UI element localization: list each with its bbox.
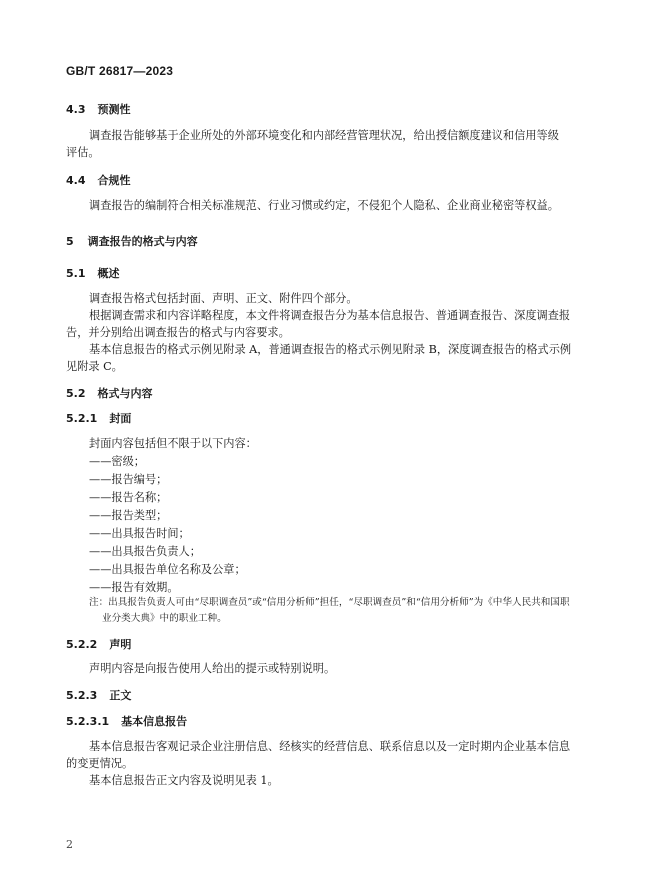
- heading-5-2: [66, 385, 153, 401]
- paragraph-5-2-2: [89, 660, 335, 677]
- heading-5-2-1: [66, 410, 131, 426]
- text-line: 评估。: [66, 146, 100, 159]
- heading-5-2-2: [66, 636, 131, 652]
- heading-4-3: [66, 101, 131, 117]
- paragraph-5-1-b: [66, 307, 571, 341]
- text-line: 告，并分别给出调查报告的格式与内容要求。: [66, 326, 290, 339]
- section-title: 概述: [97, 267, 120, 280]
- list-item: ——密级；: [89, 455, 145, 468]
- text-line: 基本信息报告的格式示例见附录 A，普通调查报告的格式示例见附录 B，深度调查报告的格式示例: [89, 343, 572, 356]
- heading-4-4: [66, 172, 131, 188]
- list-item: ——出具报告时间；: [89, 527, 190, 540]
- text-line: 基本信息报告客观记录企业注册信息、经核实的经营信息、联系信息以及一定时期内企业基本信息: [89, 740, 571, 753]
- paragraph-5-2-3-1-a: [66, 738, 571, 772]
- paragraph-5-2-1: [89, 435, 257, 452]
- section-number: 4.3: [66, 103, 86, 116]
- section-title: 格式与内容: [97, 387, 153, 400]
- text-line: 调查报告能够基于企业所处的外部环境变化和内部经营管理状况，给出授信额度建议和信用等级: [89, 129, 559, 142]
- list-item: ——出具报告单位名称及公章；: [89, 563, 246, 576]
- paragraph-4-3: [66, 127, 559, 161]
- section-title: 预测性: [97, 103, 131, 116]
- section-number: 5.2: [66, 387, 86, 400]
- heading-5-1: [66, 265, 120, 281]
- heading-5-2-3: [66, 687, 131, 703]
- section-number: 5.2.3: [66, 689, 98, 702]
- section-title: 封面: [109, 412, 132, 425]
- text-line: 见附录 C。: [66, 360, 123, 373]
- text-line: 调查报告的编制符合相关标准规范、行业习惯或约定，不侵犯个人隐私、企业商业秘密等权益。: [89, 199, 559, 212]
- list-item: ——报告有效期。: [89, 581, 179, 594]
- section-number: 5.2.3.1: [66, 715, 110, 728]
- section-number: 5.1: [66, 267, 86, 280]
- paragraph-5-2-3-1-b: [89, 772, 279, 789]
- paragraph-4-4: [89, 197, 559, 214]
- heading-5: [66, 233, 198, 249]
- text-line: 基本信息报告正文内容及说明见表 1。: [89, 774, 279, 787]
- list-item: ——出具报告负责人；: [89, 545, 201, 558]
- list-item: ——报告名称；: [89, 491, 168, 504]
- heading-5-2-3-1: [66, 713, 187, 729]
- note-line: 业分类大典》中的职业工种。: [102, 613, 227, 624]
- section-title: 声明: [109, 638, 132, 651]
- section-number: 5: [66, 235, 74, 248]
- standard-code-header: GB/T 26817—2023: [66, 64, 174, 78]
- note: [89, 595, 570, 627]
- page-number: 2: [66, 838, 73, 851]
- section-title: 调查报告的格式与内容: [87, 235, 198, 248]
- section-title: 合规性: [97, 174, 131, 187]
- text-line: 声明内容是向报告使用人给出的提示或特别说明。: [89, 662, 336, 675]
- section-title: 基本信息报告: [121, 715, 188, 728]
- list-item: ——报告编号；: [89, 473, 168, 486]
- text-line: 的变更情况。: [66, 757, 134, 770]
- text-line: 封面内容包括但不限于以下内容：: [89, 437, 257, 450]
- text-line: 根据调查需求和内容详略程度，本文件将调查报告分为基本信息报告、普通调查报告、深度调查报: [89, 309, 571, 322]
- section-number: 4.4: [66, 174, 86, 187]
- text-line: 调查报告格式包括封面、声明、正文、附件四个部分。: [89, 292, 358, 305]
- section-number: 5.2.1: [66, 412, 98, 425]
- section-title: 正文: [109, 689, 132, 702]
- paragraph-5-1-c: [66, 341, 572, 375]
- section-number: 5.2.2: [66, 638, 98, 651]
- list-item: ——报告类型；: [89, 509, 168, 522]
- note-line: 注：出具报告负责人可由“尽职调查员”或“信用分析师”担任，“尽职调查员”和“信用分析师”为《中华人民共和国职: [89, 597, 570, 608]
- paragraph-5-1-a: [89, 290, 358, 307]
